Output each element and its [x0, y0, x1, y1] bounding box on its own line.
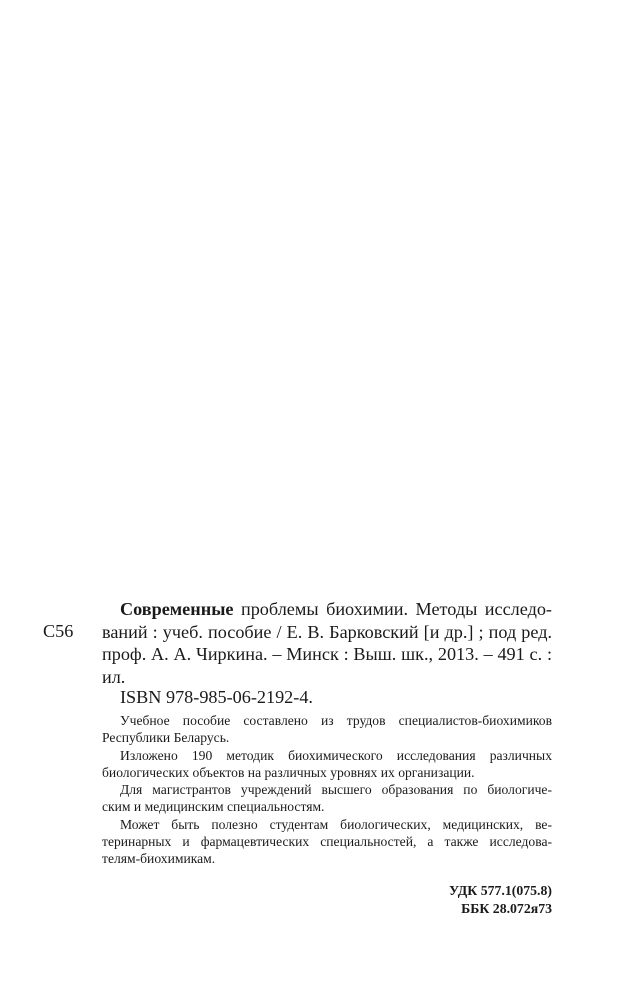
annotation-line: Изложено 190 методик биохимического исследования различных — [120, 747, 552, 763]
isbn: ISBN 978-985-06-2192-4. — [120, 687, 313, 707]
catalog-code: С56 — [43, 621, 74, 641]
annotation-line: Для магистрантов учреждений высшего образования по биологиче- — [120, 782, 552, 798]
biblio-line-text: проф. А. А. Чиркина. – Минск : Выш. шк., 2013. – 491 с. : — [102, 644, 552, 664]
biblio-line — [102, 598, 552, 621]
biblio-line-text: ваний : учеб. пособие / Е. В. Барковский [и др.] ; под ред. — [102, 621, 552, 642]
annotation-line: биологических объектов на различных уровнях их организации. — [102, 764, 475, 780]
bbk-index: ББК 28.072я73 — [461, 900, 552, 916]
annotation-paragraph — [102, 747, 552, 782]
biblio-line — [102, 643, 552, 666]
title-lead-word: Современные — [120, 599, 234, 619]
annotation-paragraph — [102, 781, 552, 816]
bibliographic-record — [102, 598, 552, 688]
annotation-line: телям-биохимикам. — [102, 851, 216, 867]
annotation-paragraph — [102, 816, 552, 868]
biblio-line — [102, 666, 552, 689]
annotation-line: Может быть полезно студентам биологических, медицинских, ве- — [120, 816, 552, 832]
annotation-line: Учебное пособие составлено из трудов специалистов-биохимиков — [120, 713, 552, 728]
biblio-line-text: ил. — [102, 666, 126, 687]
annotation-line: теринарных и фармацевтических специальностей, а также исследова- — [102, 834, 552, 850]
biblio-line — [102, 621, 552, 644]
classification-indices — [449, 882, 552, 917]
biblio-line-text: проблемы биохимии. Методы исследо- — [233, 599, 552, 619]
annotation — [102, 712, 552, 868]
annotation-paragraph — [102, 712, 552, 747]
annotation-line: Республики Беларусь. — [102, 730, 230, 746]
annotation-line: ским и медицинским специальностям. — [102, 799, 325, 815]
udk-index: УДК 577.1(075.8) — [449, 883, 552, 898]
